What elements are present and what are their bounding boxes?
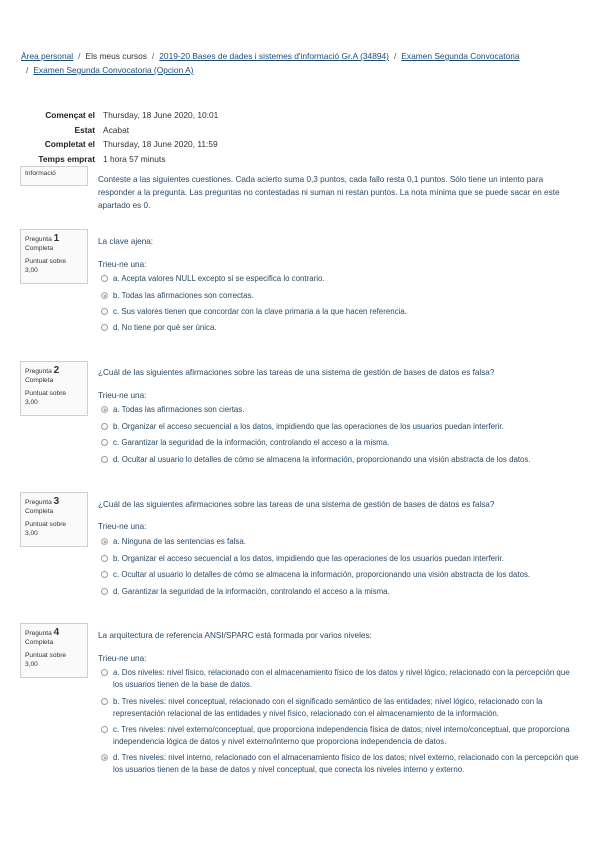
answer-option-label: c. Ocultar al usuario lo detalles de cómo se almacena la información, proporcionando una visión abstracta de los datos. — [113, 570, 531, 579]
answer-option-label: d. Garantizar la seguridad de la información, controlando el acceso a la misma. — [113, 587, 390, 596]
radio-button[interactable] — [101, 439, 108, 446]
answer-option[interactable] — [101, 696, 579, 720]
summary-started-label: Començat el — [45, 110, 95, 120]
radio-button-selected[interactable] — [101, 292, 108, 299]
answer-option-label: c. Sus valores tienen que concordar con la clave primaria a la que hacen referencia. — [113, 307, 407, 316]
breadcrumb-item-exam-section[interactable]: Examen Segunda Convocatoria — [401, 51, 520, 61]
question-status: Completa — [25, 377, 54, 384]
radio-button[interactable] — [101, 588, 108, 595]
answer-option-label: d. Ocultar al usuario lo detalles de cómo se almacena la información, proporcionando una visión abstracta de los datos. — [113, 455, 531, 464]
answer-option[interactable] — [101, 322, 579, 334]
answer-option-label: b. Organizar el acceso secuencial a los datos, impidiendo que las operaciones de los usuarios puedan interferir. — [113, 554, 504, 563]
question-info-box — [20, 229, 88, 284]
info-text: Conteste a las siguientes cuestiones. Cada acierto suma 0,3 puntos, cada fallo resta 0,1 puntos. Sólo tiene un intento para responder a la pregunta. Las preguntas no contestadas ni suman ni restan puntos. La nota mínima que se puede sacar en este apartado es 0. — [98, 175, 560, 210]
question-label: Pregunta — [25, 499, 52, 506]
answer-option[interactable] — [101, 421, 579, 433]
question-text: La arquitectura de referencia ANSI/SPARC está formada por varios niveles: — [98, 631, 372, 640]
answer-option[interactable] — [101, 724, 579, 748]
answer-option[interactable] — [101, 553, 579, 565]
question-text: ¿Cuál de las siguientes afirmaciones sobre las tareas de una sistema de gestión de bases de datos es falsa? — [98, 368, 495, 377]
question-info-box — [20, 361, 88, 416]
summary-completed-value: Thursday, 18 June 2020, 11:59 — [103, 139, 218, 149]
radio-button[interactable] — [101, 669, 108, 676]
answer-option-label: c. Tres niveles: nivel externo/conceptual, que proporciona independencia física de datos; nivel interno/conceptual, que proporciona independencia lógica de datos y nivel externo/interno que proporciona independencia de datos. — [113, 725, 570, 746]
question-score-label: Puntuat sobre — [25, 652, 67, 659]
question-label: Pregunta — [25, 236, 52, 243]
answer-option-label: a. Todas las afirmaciones son ciertas. — [113, 405, 245, 414]
answer-option-label: a. Acepta valores NULL excepto si se especifica lo contrario. — [113, 274, 325, 283]
attempt-summary — [20, 108, 218, 166]
question-score: 3,00 — [25, 267, 38, 274]
answer-option[interactable] — [101, 404, 579, 416]
radio-button-selected[interactable] — [101, 406, 108, 413]
question-score-label: Puntuat sobre — [25, 258, 67, 265]
radio-button[interactable] — [101, 456, 108, 463]
radio-button[interactable] — [101, 275, 108, 282]
question-status: Completa — [25, 639, 54, 646]
answer-option-label: a. Dos niveles: nivel físico, relacionado con el almacenamiento físico de los datos y nivel lógico, relacionado con la percepción que los usuarios tienen de la base de datos. — [113, 668, 570, 689]
question-score: 3,00 — [25, 399, 38, 406]
question-status: Completa — [25, 508, 54, 515]
question-label: Pregunta — [25, 368, 52, 375]
question-number: 1 — [53, 233, 60, 244]
answer-option[interactable] — [101, 752, 579, 776]
answer-option-label: d. Tres niveles: nivel interno, relacionado con el almacenamiento físico de los datos; nivel externo, relacionado con la percepción que los usuarios tienen de la base de datos y nivel conceptual, que conecta los niveles interno y externo. — [113, 753, 579, 774]
question-score-label: Puntuat sobre — [25, 390, 67, 397]
answer-option[interactable] — [101, 454, 579, 466]
answer-option-label: d. No tiene por qué ser única. — [113, 323, 217, 332]
question-score: 3,00 — [25, 530, 38, 537]
answer-option[interactable] — [101, 306, 579, 318]
radio-button[interactable] — [101, 324, 108, 331]
answer-option[interactable] — [101, 569, 579, 581]
question-number: 2 — [53, 365, 60, 376]
answer-option-label: c. Garantizar la seguridad de la información, controlando el acceso a la misma. — [113, 438, 390, 447]
answer-option-label: a. Ninguna de las sentencias es falsa. — [113, 537, 246, 546]
summary-state-value: Acabat — [103, 124, 130, 135]
radio-button[interactable] — [101, 308, 108, 315]
answer-option[interactable] — [101, 667, 579, 691]
answer-option[interactable] — [101, 290, 579, 302]
info-box — [20, 166, 88, 186]
summary-time-value: 1 hora 57 minuts — [103, 153, 166, 164]
radio-button[interactable] — [101, 571, 108, 578]
answer-option-label: b. Tres niveles: nivel conceptual, relacionado con el significado semántico de las entidades; nivel lógico, relacionado con la representación relacional de las entidades y nivel físico, relacionado con el almacenamiento de la información. — [113, 697, 543, 718]
question-status: Completa — [25, 245, 54, 252]
breadcrumb-item-my-courses: Els meus cursos — [85, 51, 147, 61]
radio-button-selected[interactable] — [101, 754, 108, 761]
summary-state-label: Estat — [74, 124, 95, 135]
answer-option-label: b. Todas las afirmaciones son correctas. — [113, 291, 254, 300]
answer-option[interactable] — [101, 437, 579, 449]
breadcrumb-item-course[interactable]: 2019-20 Bases de dades i sistemes d'informació Gr.A (34894) — [159, 51, 389, 61]
breadcrumb: Àrea personal / Els meus cursos / 2019-20 Bases de dades i sistemes d'informació Gr.A (34894) / Examen Segunda Convocatoria / Examen Segunda Convocatoria (Opcion A) — [21, 51, 520, 75]
question-info-box — [20, 492, 88, 547]
radio-button[interactable] — [101, 726, 108, 733]
answer-option[interactable] — [101, 273, 579, 285]
answer-prompt: Trieu-ne una: — [98, 522, 147, 531]
breadcrumb-item-exam[interactable]: Examen Segunda Convocatoria (Opcion A) — [33, 65, 194, 75]
question-info-box — [20, 623, 88, 678]
question-text: ¿Cuál de las siguientes afirmaciones sobre las tareas de una sistema de gestión de bases de datos es falsa? — [98, 500, 495, 509]
radio-button[interactable] — [101, 423, 108, 430]
question-text: La clave ajena: — [98, 237, 154, 246]
question-score: 3,00 — [25, 661, 38, 668]
breadcrumb-item-home[interactable]: Àrea personal — [21, 51, 74, 61]
answer-prompt: Trieu-ne una: — [98, 654, 147, 663]
answer-option[interactable] — [101, 586, 579, 598]
answer-option[interactable] — [101, 536, 579, 548]
info-box-label: Informació — [25, 170, 56, 177]
summary-started-value: Thursday, 18 June 2020, 10:01 — [103, 110, 219, 120]
radio-button-selected[interactable] — [101, 538, 108, 545]
answer-option-label: b. Organizar el acceso secuencial a los datos, impidiendo que las operaciones de los usuarios puedan interferir. — [113, 422, 504, 431]
question-number: 3 — [53, 496, 60, 507]
answer-prompt: Trieu-ne una: — [98, 391, 147, 400]
summary-completed-label: Completat el — [44, 139, 95, 149]
question-number: 4 — [53, 627, 60, 638]
question-label: Pregunta — [25, 630, 52, 637]
summary-time-label: Temps emprat — [38, 153, 95, 164]
question-score-label: Puntuat sobre — [25, 521, 67, 528]
answer-prompt: Trieu-ne una: — [98, 260, 147, 269]
radio-button[interactable] — [101, 698, 108, 705]
radio-button[interactable] — [101, 555, 108, 562]
